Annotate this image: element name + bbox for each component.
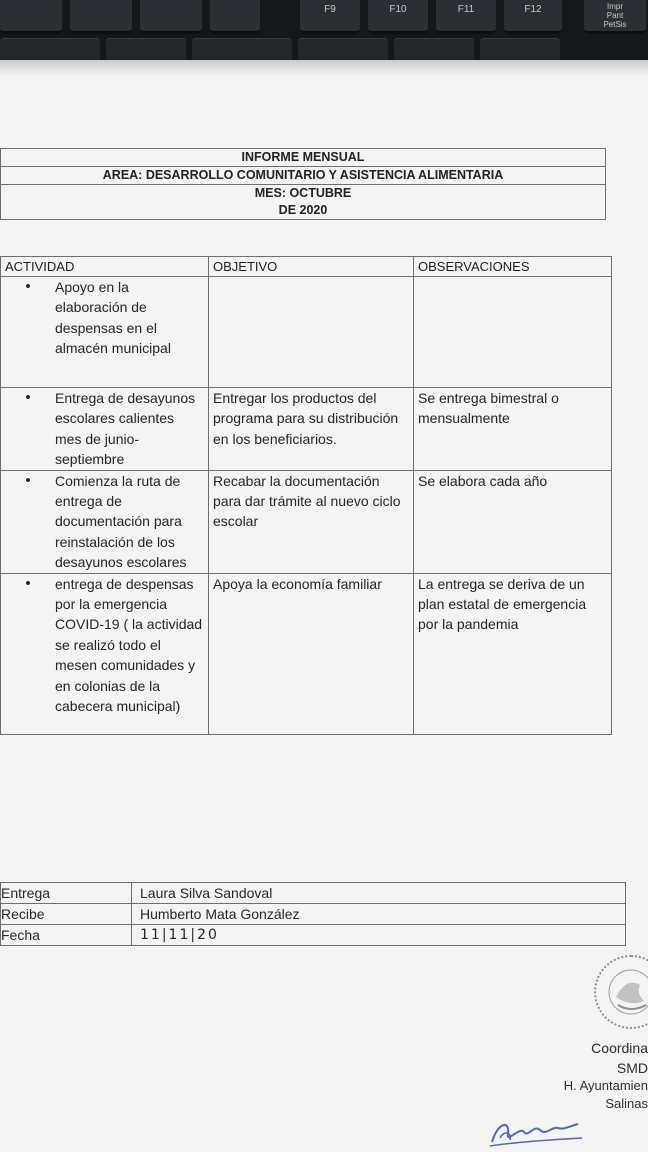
column-header-objetivo: OBJETIVO xyxy=(209,257,414,277)
value-entrega: Laura Silva Sandoval xyxy=(132,883,626,904)
value-recibe: Humberto Mata González xyxy=(132,904,626,925)
keyboard-key xyxy=(210,0,260,34)
key-label: PetSis xyxy=(603,20,627,29)
label-entrega: Entrega xyxy=(1,883,132,904)
report-title: INFORME MENSUAL xyxy=(1,149,606,167)
cell-observaciones xyxy=(414,277,612,388)
value-fecha: 11|11|20 xyxy=(132,925,626,946)
cell-actividad xyxy=(1,470,209,573)
table-row xyxy=(1,388,612,471)
table-row xyxy=(1,277,612,388)
stamp-line: H. Ayuntamien xyxy=(563,1078,648,1093)
column-header-actividad: ACTIVIDAD xyxy=(1,257,209,277)
stamp-line: SMD xyxy=(616,1060,648,1076)
report-month: MES: OCTUBRE xyxy=(1,185,606,203)
keyboard-key xyxy=(0,0,62,34)
signoff-row-fecha xyxy=(1,925,626,946)
bullet-icon: • xyxy=(25,471,31,489)
report-area: AREA: DESARROLLO COMUNITARIO Y ASISTENCIA ALIMENTARIA xyxy=(1,167,606,185)
keyboard-key xyxy=(70,0,132,34)
signoff-table xyxy=(0,882,626,946)
signoff-row-recibe xyxy=(1,904,626,925)
key-label: Pant xyxy=(606,11,624,20)
bullet-icon: • xyxy=(25,389,31,406)
keyboard-key-f12: F12 xyxy=(504,0,562,34)
stamp-line: Salinas xyxy=(605,1096,648,1111)
keyboard-key-f9: F9 xyxy=(300,0,360,34)
activity-text: entrega de despensas por la emergencia COVID-19 ( la actividad se realizó todo el mesen comunidades y en colonias de la cabecera municipal) xyxy=(55,575,203,715)
keyboard-key xyxy=(140,0,202,34)
signoff-row-entrega xyxy=(1,883,626,904)
cell-objetivo: Recabar la documentación para dar trámite al nuevo ciclo escolar xyxy=(209,470,414,573)
activity-text: Entrega de desayunos escolares calientes mes de junio- septiembre xyxy=(55,390,196,468)
cell-objetivo: Apoya la economía familiar xyxy=(209,573,414,734)
table-header-row xyxy=(1,257,612,277)
table-row xyxy=(1,470,612,573)
table-row xyxy=(1,573,612,734)
bullet-icon: • xyxy=(25,278,31,295)
report-header-table xyxy=(0,148,606,220)
column-header-observaciones: OBSERVACIONES xyxy=(414,257,612,277)
eagle-emblem-icon xyxy=(596,957,648,1027)
keyboard-background xyxy=(0,0,648,64)
key-label: Impr xyxy=(607,2,623,11)
cell-observaciones: Se entrega bimestral o mensualmente xyxy=(414,388,612,471)
label-fecha: Fecha xyxy=(1,925,132,946)
paper-shadow xyxy=(0,60,648,76)
keyboard-key-print-screen xyxy=(584,0,646,34)
signature-icon xyxy=(486,1112,586,1152)
cell-actividad xyxy=(1,388,209,471)
keyboard-key-f10: F10 xyxy=(368,0,428,34)
report-year: DE 2020 xyxy=(1,202,606,220)
activities-table xyxy=(0,256,612,735)
cell-observaciones: La entrega se deriva de un plan estatal de emergencia por la pandemia xyxy=(414,573,612,734)
activity-text: Comienza la ruta de entrega de documentación para reinstalación de los desayunos escolares xyxy=(55,472,187,571)
bullet-icon: • xyxy=(25,574,31,592)
keyboard-key-f11: F11 xyxy=(436,0,496,34)
cell-actividad xyxy=(1,277,209,388)
cell-objetivo: Entregar los productos del programa para su distribución en los beneficiarios. xyxy=(209,388,414,471)
cell-objetivo xyxy=(209,277,414,388)
cell-actividad xyxy=(1,573,209,734)
activity-text: Apoyo en la elaboración de despensas en el almacén municipal xyxy=(55,279,171,357)
cell-observaciones: Se elabora cada año xyxy=(414,470,612,573)
stamp-line: Coordina xyxy=(591,1040,648,1056)
label-recibe: Recibe xyxy=(1,904,132,925)
